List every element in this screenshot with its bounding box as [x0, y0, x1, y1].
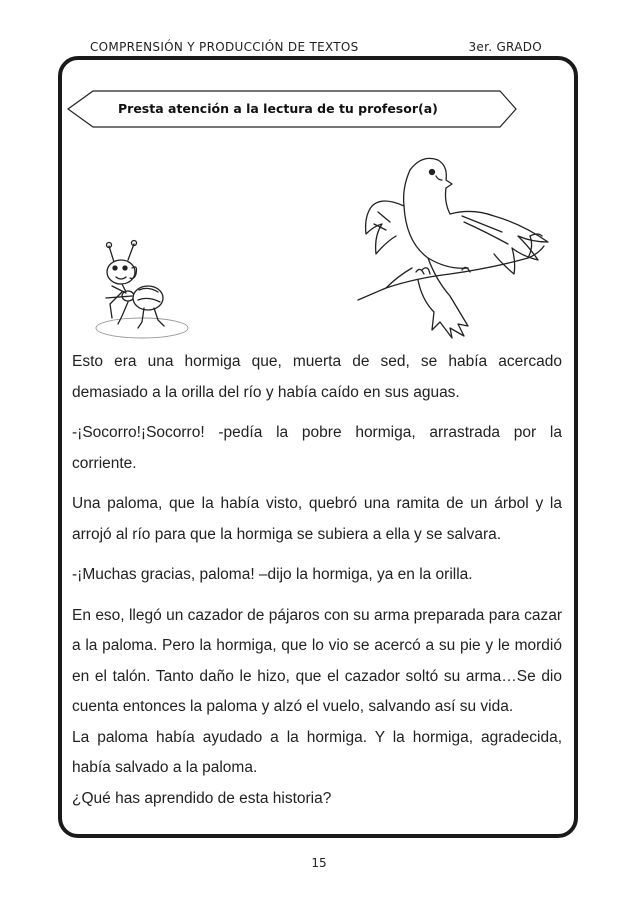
instruction-text: Presta atención a la lectura de tu profesor(a)	[118, 101, 438, 116]
story-paragraph: La paloma había ayudado a la hormiga. Y la hormiga, agradecida, había salvado a la paloma.	[72, 728, 562, 776]
ant-icon	[92, 238, 194, 342]
story-paragraph: -¡Muchas gracias, paloma! –dijo la hormiga, ya en la orilla.	[72, 566, 473, 583]
header-subject: COMPRENSIÓN Y PRODUCCIÓN DE TEXTOS	[90, 40, 359, 54]
story-paragraph: Esto era una hormiga que, muerta de sed, se había acercado demasiado a la orilla del río y había caído en sus aguas.	[72, 353, 562, 401]
story-text	[72, 347, 562, 814]
page-number: 15	[311, 856, 327, 870]
story-question: ¿Qué has aprendido de esta historia?	[72, 789, 332, 807]
header-grade: 3er. GRADO	[468, 40, 542, 54]
dove-icon	[352, 150, 562, 340]
story-paragraph: Una paloma, que la había visto, quebró una ramita de un árbol y la arrojó al río para que la hormiga se subiera a ella y se salvara.	[72, 495, 562, 543]
story-paragraph: -¡Socorro!¡Socorro! -pedía la pobre hormiga, arrastrada por la corriente.	[72, 424, 562, 472]
story-paragraph: En eso, llegó un cazador de pájaros con su arma preparada para cazar a la paloma. Pero la hormiga, que lo vio se acercó a su pie y le mordió en el talón. Tanto daño le hizo, que el cazador soltó su arma…Se dio cuenta entonces la paloma y alzó el vuelo, salvando así su vida.	[72, 606, 562, 715]
